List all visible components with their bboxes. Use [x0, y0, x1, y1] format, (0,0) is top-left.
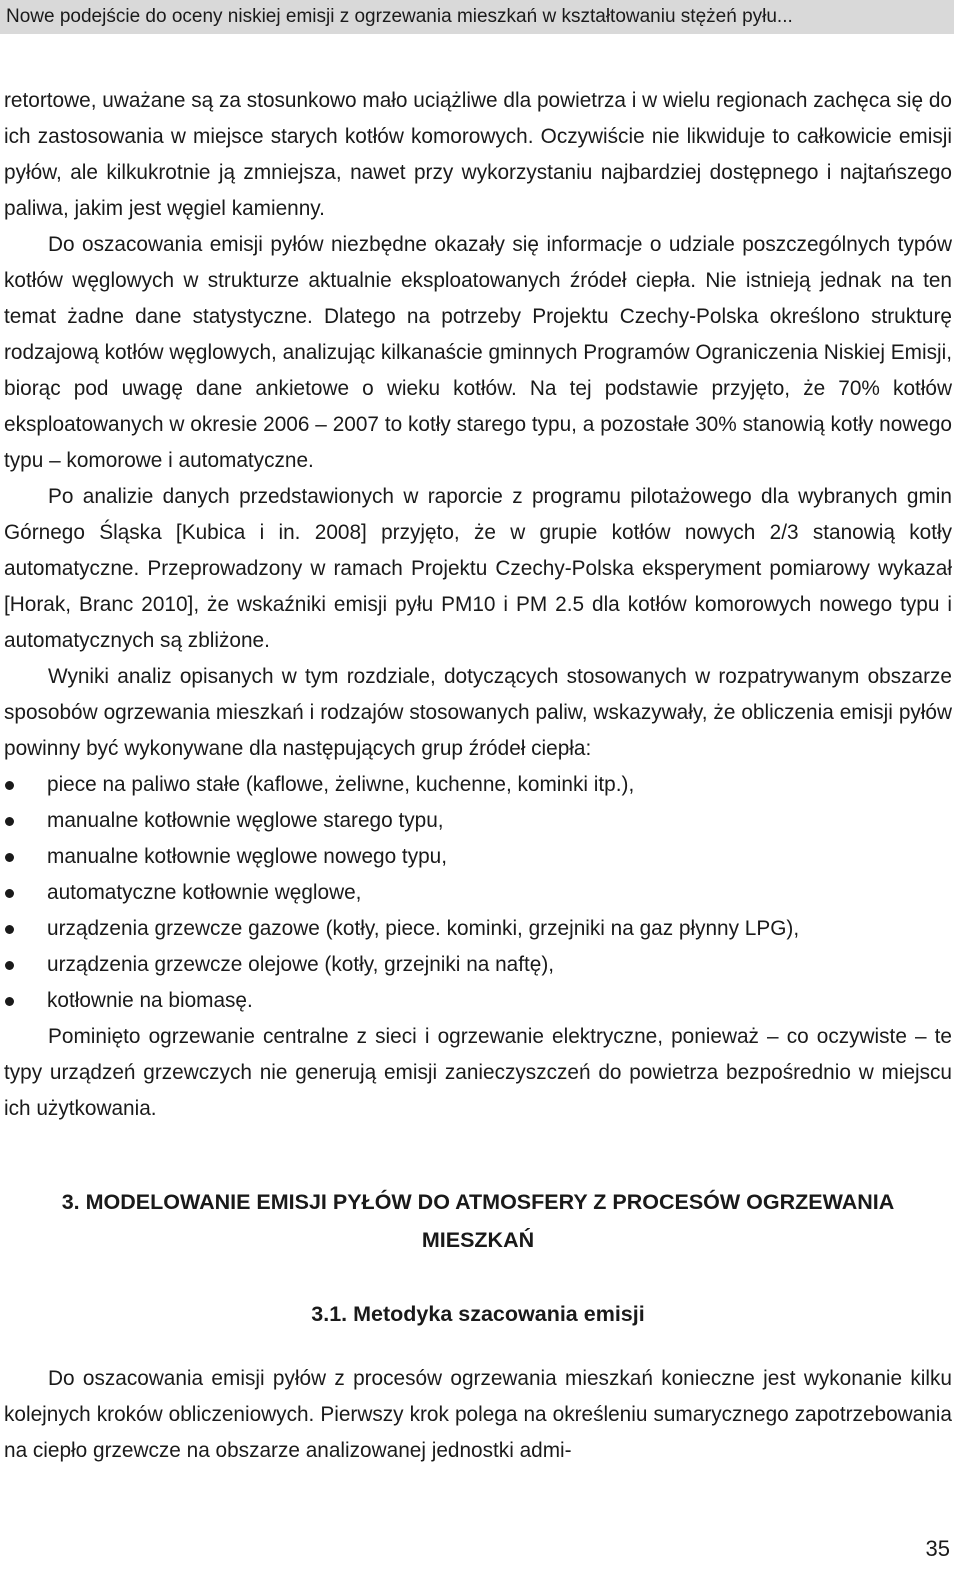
- list-item: [4, 911, 952, 947]
- page-body: [4, 83, 952, 1469]
- list-item: [4, 947, 952, 983]
- paragraph-boiler-structure: Do oszacowania emisji pyłów niezbędne okazały się informacje o udziale poszczególnych typów kotłów węglowych w strukturze aktualnie eksploatowanych źródeł ciepła. Nie istnieją jednak na ten temat żadne dane statystyczne. Dlatego na potrzeby Projektu Czechy-Polska określono strukturę rodzajową kotłów węglowych, analizując kilkanaście gminnych Programów Ograniczenia Niskiej Emisji, biorąc pod uwagę dane ankietowe o wieku kotłów. Na tej podstawie przyjęto, że 70% kotłów eksploatowanych w okresie 2006 – 2007 to kotły starego typu, a pozostałe 30% stanowią kotły nowego typu – komorowe i automatyczne.: [4, 233, 952, 472]
- list-item-text: manualne kotłownie węglowe nowego typu,: [47, 845, 448, 868]
- page-number: 35: [925, 1536, 950, 1561]
- bullet-icon: [5, 853, 14, 862]
- list-item: [4, 875, 952, 911]
- paragraph-pilot-program: Po analizie danych przedstawionych w raporcie z programu pilotażowego dla wybranych gmin Górnego Śląska [Kubica i in. 2008] przyjęto, że w grupie kotłów nowych 2/3 stanowią kotły automatyczne. Przeprowadzony w ramach Projektu Czechy-Polska eksperyment pomiarowy wykazał [Horak, Branc 2010], że wskaźniki emisji pyłu PM10 i PM 2.5 dla kotłów komorowych nowego typu i automatycznych są zbliżone.: [4, 485, 952, 652]
- bullet-icon: [5, 817, 14, 826]
- bullet-icon: [5, 961, 14, 970]
- bullet-icon: [5, 781, 14, 790]
- list-item: [4, 767, 952, 803]
- section-heading: 3. MODELOWANIE EMISJI PYŁÓW DO ATMOSFERY Z PROCESÓW OGRZEWANIA MIESZKAŃ: [61, 1190, 895, 1252]
- bullet-icon: [5, 925, 14, 934]
- paragraph-methodology: Do oszacowania emisji pyłów z procesów ogrzewania mieszkań konieczne jest wykonanie kilku kolejnych kroków obliczeniowych. Pierwszy krok polega na określeniu sumarycznego zapotrzebowania na ciepło grzewcze na obszarze analizowanej jednostki admi-: [4, 1367, 952, 1462]
- heat-source-list: [4, 767, 952, 1019]
- list-item-text: piece na paliwo stałe (kaflowe, żeliwne, kuchenne, kominki itp.),: [47, 773, 635, 796]
- subsection-heading: 3.1. Metodyka szacowania emisji: [311, 1302, 645, 1326]
- list-item-text: urządzenia grzewcze olejowe (kotły, grzejniki na naftę),: [47, 953, 555, 976]
- list-item-text: manualne kotłownie węglowe starego typu,: [47, 809, 444, 832]
- list-item-text: kotłownie na biomasę.: [47, 989, 253, 1012]
- list-item-text: automatyczne kotłownie węglowe,: [47, 881, 362, 904]
- list-item: [4, 803, 952, 839]
- bullet-icon: [5, 997, 14, 1006]
- paragraph-continued: retortowe, uważane są za stosunkowo mało uciążliwe dla powietrza i w wielu regionach zachęca się do ich zastosowania w miejsce starych kotłów komorowych. Oczywiście nie likwiduje to całkowicie emisji pyłów, ale kilkukrotnie ją zmniejsza, nawet przy wykorzystaniu najbardziej dostępnego i najtańszego paliwa, jakim jest węgiel kamienny.: [4, 89, 952, 220]
- bullet-icon: [5, 889, 14, 898]
- list-item: [4, 839, 952, 875]
- paragraph-omitted-heating: Pominięto ogrzewanie centralne z sieci i ogrzewanie elektryczne, ponieważ – co oczywiste – te typy urządzeń grzewczych nie generują emisji zanieczyszczeń do powietrza bezpośrednio w miejscu ich użytkowania.: [4, 1025, 952, 1120]
- paragraph-analysis-results: Wyniki analiz opisanych w tym rozdziale, dotyczących stosowanych w rozpatrywanym obszarze sposobów ogrzewania mieszkań i rodzajów stosowanych paliw, wskazywały, że obliczenia emisji pyłów powinny być wykonywane dla następujących grup źródeł ciepła:: [4, 665, 952, 760]
- list-item: [4, 983, 952, 1019]
- list-item-text: urządzenia grzewcze gazowe (kotły, piece. kominki, grzejniki na gaz płynny LPG),: [47, 917, 800, 940]
- running-head: Nowe podejście do oceny niskiej emisji z ogrzewania mieszkań w kształtowaniu stężeń pyłu...: [0, 0, 954, 34]
